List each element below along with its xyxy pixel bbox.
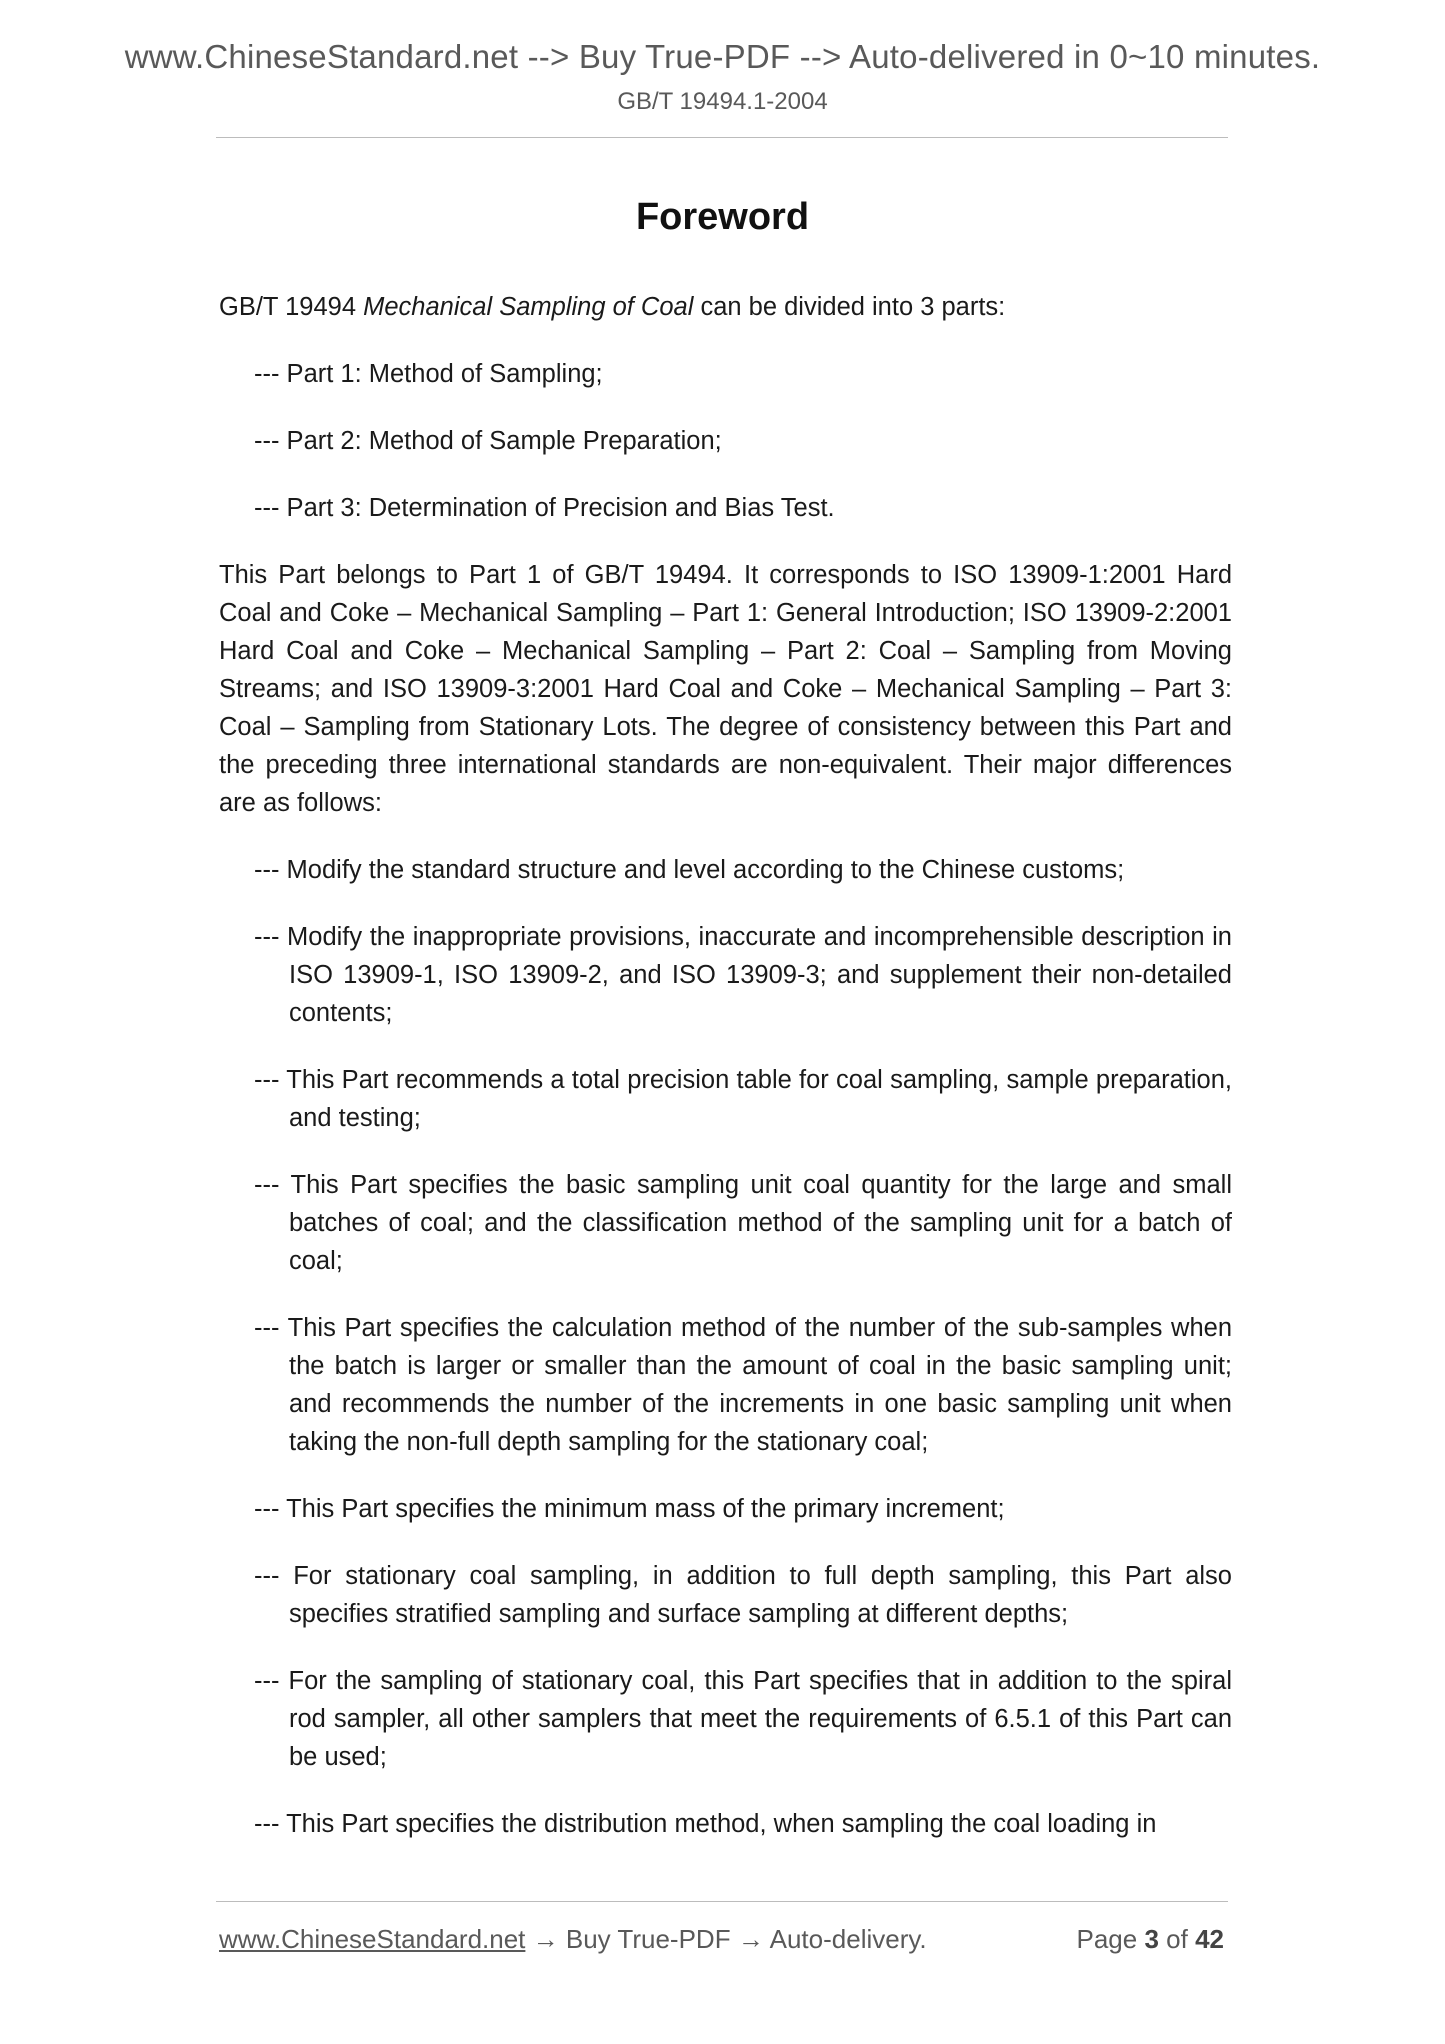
document-id: GB/T 19494.1-2004	[617, 88, 828, 115]
arrow-icon: →	[532, 1924, 559, 1954]
footer-promo	[219, 1924, 927, 1955]
intro-suffix: can be divided into 3 parts:	[693, 293, 1006, 321]
footer-delivery-text: Auto-delivery.	[769, 1924, 927, 1954]
page-title: Foreword	[635, 196, 810, 238]
page-footer	[219, 1924, 1224, 1955]
part-item-2: --- Part 2: Method of Sample Preparation;	[254, 427, 722, 455]
difference-item-1: --- Modify the standard structure and level according to the Chinese customs;	[254, 856, 1125, 884]
page-total: 42	[1195, 1924, 1224, 1954]
difference-item-6: --- This Part specifies the minimum mass of the primary increment;	[254, 1495, 1005, 1523]
difference-item-4: --- This Part specifies the basic sampling unit coal quantity for the large and small batches of coal; and the classification method of the sampling unit for a batch of coal;	[254, 1171, 1232, 1275]
document-body	[219, 288, 1232, 1843]
part-item-3: --- Part 3: Determination of Precision and Bias Test.	[254, 494, 835, 522]
of-label: of	[1166, 1924, 1188, 1954]
intro-paragraph	[219, 288, 1232, 326]
footer-buy-text: Buy True-PDF	[565, 1924, 731, 1954]
difference-item-3: --- This Part recommends a total precision table for coal sampling, sample preparation, and testing;	[254, 1066, 1232, 1132]
page-current: 3	[1144, 1924, 1159, 1954]
intro-prefix: GB/T 19494	[219, 293, 364, 321]
part-item-1: --- Part 1: Method of Sampling;	[254, 360, 603, 388]
arrow-icon: →	[737, 1924, 764, 1954]
standard-title: Mechanical Sampling of Coal	[363, 293, 694, 321]
footer-site-link[interactable]: www.ChineseStandard.net	[219, 1924, 526, 1954]
difference-item-8: --- For the sampling of stationary coal, this Part specifies that in addition to the spiral rod sampler, all other samplers that meet the requirements of 6.5.1 of this Part can be used;	[254, 1667, 1232, 1771]
page-label: Page	[1076, 1924, 1138, 1954]
header-banner: www.ChineseStandard.net --> Buy True-PDF --> Auto-delivered in 0~10 minutes.	[124, 38, 1321, 75]
difference-item-5: --- This Part specifies the calculation method of the number of the sub-samples when the batch is larger or smaller than the amount of coal in the basic sampling unit; and recommends the number of the increments in one basic sampling unit when taking the non-full depth sampling for the stationary coal;	[254, 1314, 1232, 1456]
footer-divider	[216, 1901, 1228, 1902]
correspondence-paragraph: This Part belongs to Part 1 of GB/T 19494. It corresponds to ISO 13909-1:2001 Hard Coal and Coke – Mechanical Sampling – Part 1: General Introduction; ISO 13909-2:2001 Hard Coal and Coke – Mechanical Sampling – Part 2: Coal – Sampling from Moving Streams; and ISO 13909-3:2001 Hard Coal and Coke – Mechanical Sampling – Part 3: Coal – Sampling from Stationary Lots. The degree of consistency between this Part and the preceding three international standards are non-equivalent. Their major differences are as follows:	[219, 561, 1232, 817]
page-indicator	[1076, 1924, 1224, 1955]
difference-item-7: --- For stationary coal sampling, in addition to full depth sampling, this Part also specifies stratified sampling and surface sampling at different depths;	[254, 1562, 1232, 1628]
difference-item-9: --- This Part specifies the distribution method, when sampling the coal loading in	[254, 1810, 1157, 1838]
header-divider	[216, 137, 1228, 138]
difference-item-2: --- Modify the inappropriate provisions, inaccurate and incomprehensible description in ISO 13909-1, ISO 13909-2, and ISO 13909-3; and supplement their non-detailed contents;	[254, 923, 1232, 1027]
